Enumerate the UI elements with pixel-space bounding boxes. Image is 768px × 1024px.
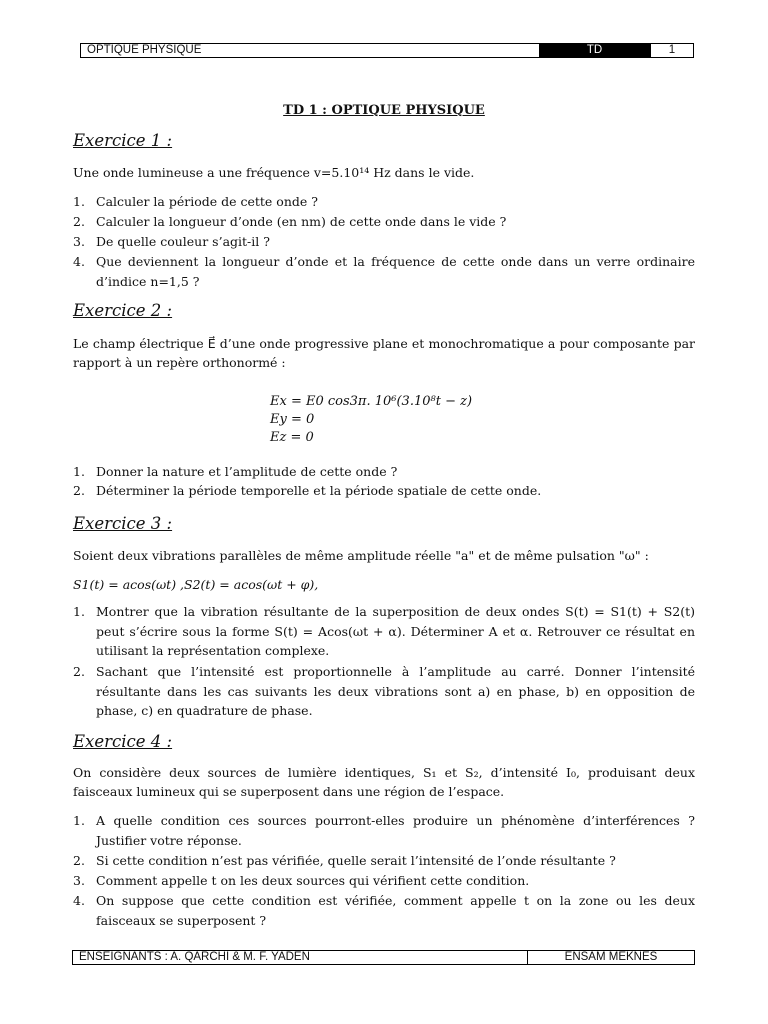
footer-teachers: ENSEIGNANTS : A. QARCHI & M. F. YADEN [73,951,528,964]
exercise-1-item [73,192,695,212]
page-title: TD 1 : OPTIQUE PHYSIQUE [283,103,485,118]
item-number: 1. [73,194,85,209]
field-equation-ey: Ey = 0 [270,412,315,427]
field-equation-ex: Ex = E0 cos3π. 10⁶(3.10⁸t − z) [270,394,473,409]
item-text: Si cette condition n’est pas vérifiée, quelle serait l’intensité de l’onde résultante ? [96,853,616,868]
exercise-2-item [73,481,695,501]
item-number: 1. [73,464,85,479]
exercise-1-intro: Une onde lumineuse a une fréquence v=5.10¹⁴ Hz dans le vide. [73,165,475,180]
exercise-1-item [73,212,695,232]
item-number: 4. [73,893,85,908]
item-number: 1. [73,604,85,619]
exercise-4-item [73,891,695,930]
exercise-3-heading: Exercice 3 : [73,514,173,533]
item-text: De quelle couleur s’agit-il ? [96,234,270,249]
exercise-1-heading: Exercice 1 : [73,131,173,150]
exercise-4-intro: On considère deux sources de lumière identiques, S₁ et S₂, d’intensité I₀, produisant deux faisceaux lumineux qui se superposent dans une région de l’espace. [73,765,695,799]
header-kind: TD [539,44,650,57]
field-equation-ez: Ez = 0 [270,430,314,445]
item-text: Déterminer la période temporelle et la période spatiale de cette onde. [96,483,542,498]
item-number: 2. [73,853,85,868]
item-text: Calculer la période de cette onde ? [96,194,318,209]
exercise-4-item [73,811,695,850]
item-text: Calculer la longueur d’onde (en nm) de cette onde dans le vide ? [96,214,507,229]
item-text: Montrer que la vibration résultante de la superposition de deux ondes S(t) = S1(t) + S2(t) peut s’écrire sous la forme S(t) = Acos(ωt + α). Déterminer A et α. Retrouver ce résultat en utilisant la représentation complexe. [96,604,695,658]
header-subject: OPTIQUE PHYSIQUE [87,44,202,56]
item-number: 3. [73,234,85,249]
exercise-1-item [73,232,695,252]
page-footer [72,950,695,965]
item-number: 3. [73,873,85,888]
exercise-2-item [73,462,695,482]
exercise-3-equation: S1(t) = acos(ωt) ,S2(t) = acos(ωt + φ), [73,577,319,592]
item-text: Que deviennent la longueur d’onde et la fréquence de cette onde dans un verre ordinaire d’indice n=1,5 ? [96,254,695,289]
item-text: Sachant que l’intensité est proportionnelle à l’amplitude au carré. Donner l’intensité résultante dans les cas suivants les deux vibrations sont a) en phase, b) en opposition de phase, c) en quadrature de phase. [96,664,695,718]
page-header [80,43,694,58]
item-number: 2. [73,483,85,498]
exercise-3-item [73,662,695,721]
item-text: On suppose que cette condition est vérifiée, comment appelle t on la zone ou les deux faisceaux se superposent ? [96,893,695,928]
item-text: A quelle condition ces sources pourront-elles produire un phénomène d’interférences ? Justifier votre réponse. [96,813,695,848]
item-number: 1. [73,813,85,828]
exercise-2-intro: Le champ électrique E⃗ d’une onde progressive plane et monochromatique a pour composante par rapport à un repère orthonormé : [73,336,695,370]
item-text: Donner la nature et l’amplitude de cette onde ? [96,464,398,479]
item-number: 4. [73,254,85,269]
item-number: 2. [73,214,85,229]
item-number: 2. [73,664,85,679]
exercise-4-item [73,851,695,871]
header-page-number: 1 [650,44,693,57]
exercise-3-intro: Soient deux vibrations parallèles de même amplitude réelle "a" et de même pulsation "ω" : [73,548,649,563]
exercise-2-heading: Exercice 2 : [73,301,173,320]
exercise-4-heading: Exercice 4 : [73,732,173,751]
exercise-3-item [73,602,695,661]
item-text: Comment appelle t on les deux sources qui vérifient cette condition. [96,873,530,888]
exercise-4-item [73,871,695,891]
exercise-1-item [73,252,695,291]
footer-school: ENSAM MEKNES [564,951,658,963]
